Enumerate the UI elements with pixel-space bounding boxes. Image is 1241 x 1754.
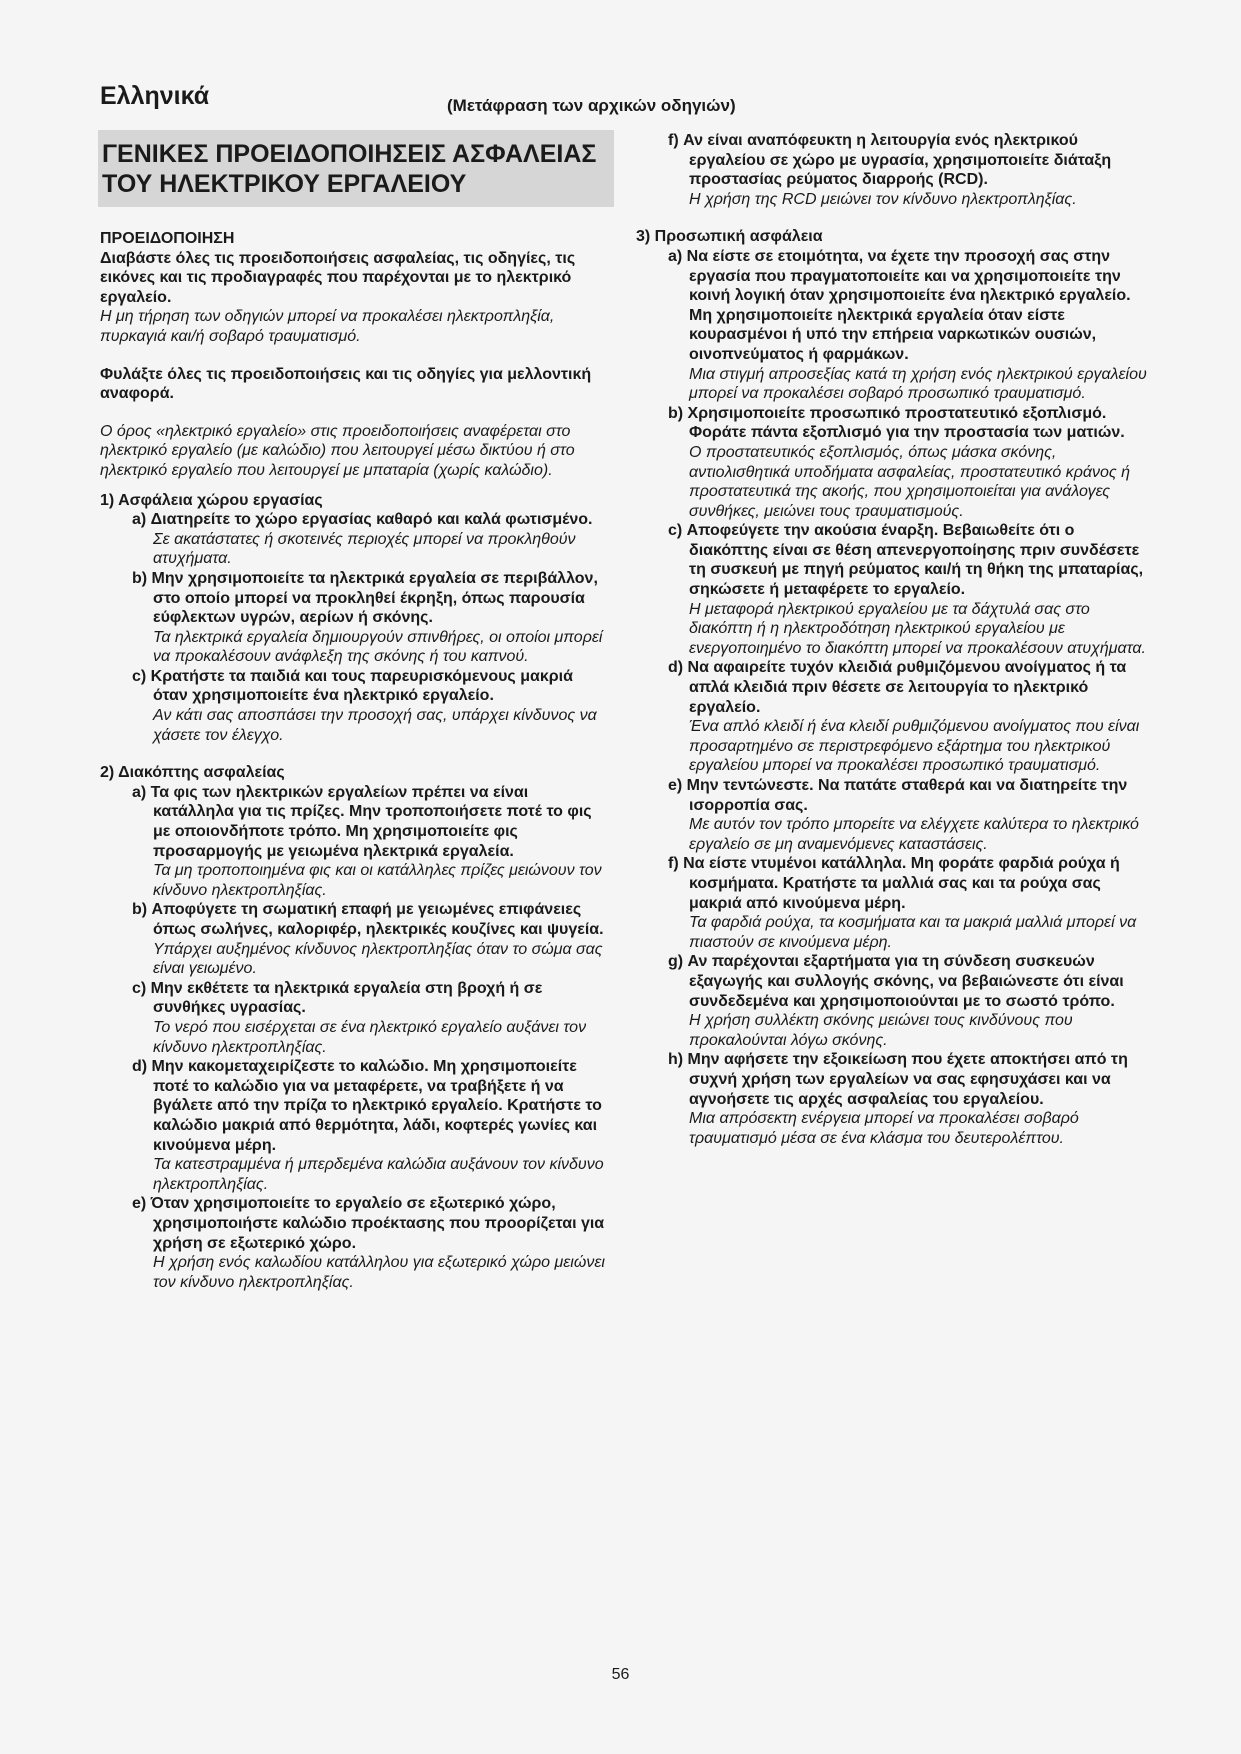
item-desc: Μια απρόσεκτη ενέργεια μπορεί να προκαλέσει σοβαρό τραυματισμό μέσα σε ένα κλάσμα του δευτερολέπτου. <box>689 1110 1079 1147</box>
right-column <box>636 131 1156 1148</box>
item-title: g) Αν παρέχονται εξαρτήματα για τη σύνδεση συσκευών εξαγωγής και συλλογής σκόνης, να βεβαιώνεστε ότι είναι συνδεδεμένα και χρησιμοποιούνται με το σωστό τρόπο. <box>668 953 1124 1010</box>
list-item <box>668 952 1156 1050</box>
section-title: 2) Διακόπτης ασφαλείας <box>100 764 285 782</box>
keep-instructions: Φυλάξτε όλες τις προειδοποιήσεις και τις οδηγίες για μελλοντική αναφορά. <box>100 365 592 403</box>
list-item <box>132 510 610 569</box>
section-heading: ΓΕΝΙΚΕΣ ΠΡΟΕΙΔΟΠΟΙΗΣΕΙΣ ΑΣΦΑΛΕΙΑΣ ΤΟΥ ΗΛΕΚΤΡΙΚΟΥ ΕΡΓΑΛΕΙΟΥ <box>98 130 614 207</box>
item-title: b) Αποφύγετε τη σωματική επαφή με γειωμένες επιφάνειες όπως σωλήνες, καλοριφέρ, ηλεκτρικές κουζίνες και ψυγεία. <box>132 901 604 938</box>
list-item <box>132 979 610 1057</box>
section-title: 3) Προσωπική ασφάλεια <box>636 228 823 246</box>
translation-note: (Μετάφραση των αρχικών οδηγιών) <box>447 96 736 115</box>
item-title: f) Να είστε ντυμένοι κατάλληλα. Μη φοράτε φαρδιά ρούχα ή κοσμήματα. Κρατήστε τα μαλλιά σας και τα ρούχα σας μακριά από κινούμενα μέρη. <box>668 855 1120 912</box>
item-title: b) Χρησιμοποιείτε προσωπικό προστατευτικό εξοπλισμό. Φοράτε πάντα εξοπλισμό για την προστασία των ματιών. <box>668 404 1125 442</box>
item-desc: Το νερό που εισέρχεται σε ένα ηλεκτρικό εργαλείο αυξάνει τον κίνδυνο ηλεκτροπληξίας. <box>153 1018 587 1056</box>
item-title: a) Τα φις των ηλεκτρικών εργαλείων πρέπει να είναι κατάλληλα για τις πρίζες. Μην τροποποιήσετε ποτέ το φις με οποιονδήποτε τρόπο. Μη χρησιμοποιείτε φις προσαρμογής με γειωμένα ηλεκτρικά εργαλεία. <box>132 783 592 860</box>
item-title: c) Κρατήστε τα παιδιά και τους παρευρισκόμενους μακριά όταν χρησιμοποιείτε ένα ηλεκτρικό εργαλείο. <box>132 667 573 705</box>
item-title: f) Αν είναι αναπόφευκτη η λειτουργία ενός ηλεκτρικού εργαλείου σε χώρο με υγρασία, χρησιμοποιείτε διάταξη προστασίας ρεύματος διαρροής (RCD). <box>668 132 1112 189</box>
list-item <box>668 776 1156 854</box>
list-item <box>668 521 1156 658</box>
item-desc: Μια στιγμή απροσεξίας κατά τη χρήση ενός ηλεκτρικού εργαλείου μπορεί να προκαλέσει σοβαρό προσωπικό τραυματισμό. <box>689 365 1147 403</box>
list-item <box>668 854 1156 952</box>
item-desc: Ο προστατευτικός εξοπλισμός, όπως μάσκα σκόνης, αντιολισθητικά υποδήματα ασφαλείας, προστατευτικό κράνος ή προστατευτικά της ακοής, που χρησιμοποιείται για ανάλογες συνθήκες, μειώνει τους τραυματισμούς. <box>689 443 1130 520</box>
item-title: c) Αποφεύγετε την ακούσια έναρξη. Βεβαιωθείτε ότι ο διακόπτης είναι σε θέση απενεργοποίησης πριν συνδέσετε τη συσκευή με πηγή ρεύματος και/ή τη θήκη της μπαταρίας, σηκώσετε ή μεταφέρετε το εργαλείο. <box>668 522 1144 599</box>
term-definition: Ο όρος «ηλεκτρικό εργαλείο» στις προειδοποιήσεις αναφέρεται στο ηλεκτρικό εργαλείο (με καλώδιο) που λειτουργεί μέσω δικτύου ή στο ηλεκτρικό εργαλείο που λειτουργεί με μπαταρία (χωρίς καλώδιο). <box>100 422 575 479</box>
item-title: d) Μην κακομεταχειρίζεστε το καλώδιο. Μη χρησιμοποιείτε ποτέ το καλώδιο για να μεταφέρετε, να τραβήξετε ή να βγάλετε από την πρίζα το ηλεκτρικό εργαλείο. Κρατήστε το καλώδιο μακριά από θερμότητα, λάδι, κοφτερές γωνίες και κινούμενα μέρη. <box>132 1058 602 1154</box>
language-label: Ελληνικά <box>100 82 210 110</box>
list-item <box>668 131 1156 209</box>
item-desc: Υπάρχει αυξημένος κίνδυνος ηλεκτροπληξίας όταν το σώμα σας είναι γειωμένο. <box>153 940 603 978</box>
item-title: c) Μην εκθέτετε τα ηλεκτρικά εργαλεία στη βροχή ή σε συνθήκες υγρασίας. <box>132 979 543 1017</box>
list-item <box>132 667 610 745</box>
item-desc: Τα ηλεκτρικά εργαλεία δημιουργούν σπινθήρες, οι οποίοι μπορεί να προκαλέσουν ανάφλεξη της σκόνης ή του καπνού. <box>153 628 603 666</box>
item-desc: Η χρήση της RCD μειώνει τον κίνδυνο ηλεκτροπληξίας. <box>689 190 1077 208</box>
item-title: h) Μην αφήσετε την εξοικείωση που έχετε αποκτήσει από τη συχνή χρήση των εργαλείων να σας εφησυχάσει και να αγνοήσετε τις αρχές ασφαλείας του εργαλείου. <box>668 1051 1128 1108</box>
item-title: a) Να είστε σε ετοιμότητα, να έχετε την προσοχή σας στην εργασία που πραγματοποιείτε και να χρησιμοποιείτε την κοινή λογική όταν χρησιμοποιείτε ένα ηλεκτρικό εργαλείο. Μη χρησιμοποιείτε ηλεκτρικά εργαλεία όταν είστε κουρασμένοι ή υπό την επήρεια ναρκωτικών ουσιών, οινοπνεύματος ή φαρμάκων. <box>668 247 1131 363</box>
list-item <box>668 1050 1156 1148</box>
item-desc: Ένα απλό κλειδί ή ένα κλειδί ρυθμιζόμενου ανοίγματος που είναι προσαρτημένο σε περιστρεφόμενο εξάρτημα του ηλεκτρικού εργαλείου μπορεί να προκαλέσει προσωπικό τραυματισμό. <box>689 718 1140 775</box>
item-desc: Σε ακατάστατες ή σκοτεινές περιοχές μπορεί να προκληθούν ατυχήματα. <box>153 530 576 568</box>
item-title: a) Διατηρείτε το χώρο εργασίας καθαρό και καλά φωτισμένο. <box>132 511 593 529</box>
list-item <box>668 658 1156 776</box>
list-item <box>132 1057 610 1194</box>
list-item <box>668 247 1156 404</box>
item-desc: Η χρήση συλλέκτη σκόνης μειώνει τους κινδύνους που προκαλούνται λόγω σκόνης. <box>689 1012 1073 1049</box>
item-desc: Τα κατεστραμμένα ή μπερδεμένα καλώδια αυξάνουν τον κίνδυνο ηλεκτροπληξίας. <box>153 1156 604 1193</box>
item-title: e) Μην τεντώνεστε. Να πατάτε σταθερά και να διατηρείτε την ισορροπία σας. <box>668 777 1128 814</box>
item-desc: Τα φαρδιά ρούχα, τα κοσμήματα και τα μακριά μαλλιά μπορεί να πιαστούν σε κινούμενα μέρη. <box>689 914 1137 951</box>
warning-text: Διαβάστε όλες τις προειδοποιήσεις ασφαλείας, τις οδηγίες, τις εικόνες και τις προδιαγραφές που παρέχονται με το ηλεκτρικό εργαλείο. <box>100 249 576 306</box>
warning-consequence: Η μη τήρηση των οδηγιών μπορεί να προκαλέσει ηλεκτροπληξία, πυρκαγιά και/ή σοβαρό τραυματισμό. <box>100 308 555 345</box>
left-column <box>100 130 610 1292</box>
item-title: b) Μην χρησιμοποιείτε τα ηλεκτρικά εργαλεία σε περιβάλλον, στο οποίο μπορεί να προκληθεί έκρηξη, όπως παρουσία εύφλεκτων υγρών, αερίων ή σκόνης. <box>132 569 598 627</box>
item-desc: Με αυτόν τον τρόπο μπορείτε να ελέγχετε καλύτερα το ηλεκτρικό εργαλείο σε μη αναμενόμενες καταστάσεις. <box>689 816 1139 853</box>
item-title: e) Όταν χρησιμοποιείτε το εργαλείο σε εξωτερικό χώρο, χρησιμοποιήστε καλώδιο προέκτασης που προορίζεται για χρήση σε εξωτερικό χώρο. <box>132 1195 605 1252</box>
list-item <box>132 783 610 901</box>
list-item <box>132 1194 610 1292</box>
item-desc: Η μεταφορά ηλεκτρικού εργαλείου με τα δάχτυλά σας στο διακόπτη ή η ηλεκτροδότηση ηλεκτρικού εργαλείου με ενεργοποιημένο το διακόπτη μπορεί να προκαλέσουν ατυχήματα. <box>689 600 1146 657</box>
page-number: 56 <box>611 1666 630 1683</box>
item-desc: Η χρήση ενός καλωδίου κατάλληλου για εξωτερικό χώρο μειώνει τον κίνδυνο ηλεκτροπληξίας. <box>153 1254 605 1291</box>
item-desc: Αν κάτι σας αποσπάσει την προσοχή σας, υπάρχει κίνδυνος να χάσετε τον έλεγχο. <box>153 707 597 744</box>
warning-label: ΠΡΟΕΙΔΟΠΟΙΗΣΗ <box>100 230 235 247</box>
section-title: 1) Ασφάλεια χώρου εργασίας <box>100 491 323 509</box>
list-item <box>668 404 1156 522</box>
item-title: d) Να αφαιρείτε τυχόν κλειδιά ρυθμιζόμενου ανοίγματος ή τα απλά κλειδιά πριν θέσετε σε λειτουργία το ηλεκτρικό εργαλείο. <box>668 659 1127 716</box>
list-item <box>132 900 610 978</box>
list-item <box>132 569 610 667</box>
item-desc: Τα μη τροποποιημένα φις και οι κατάλληλες πρίζες μειώνουν τον κίνδυνο ηλεκτροπληξίας. <box>153 862 602 899</box>
